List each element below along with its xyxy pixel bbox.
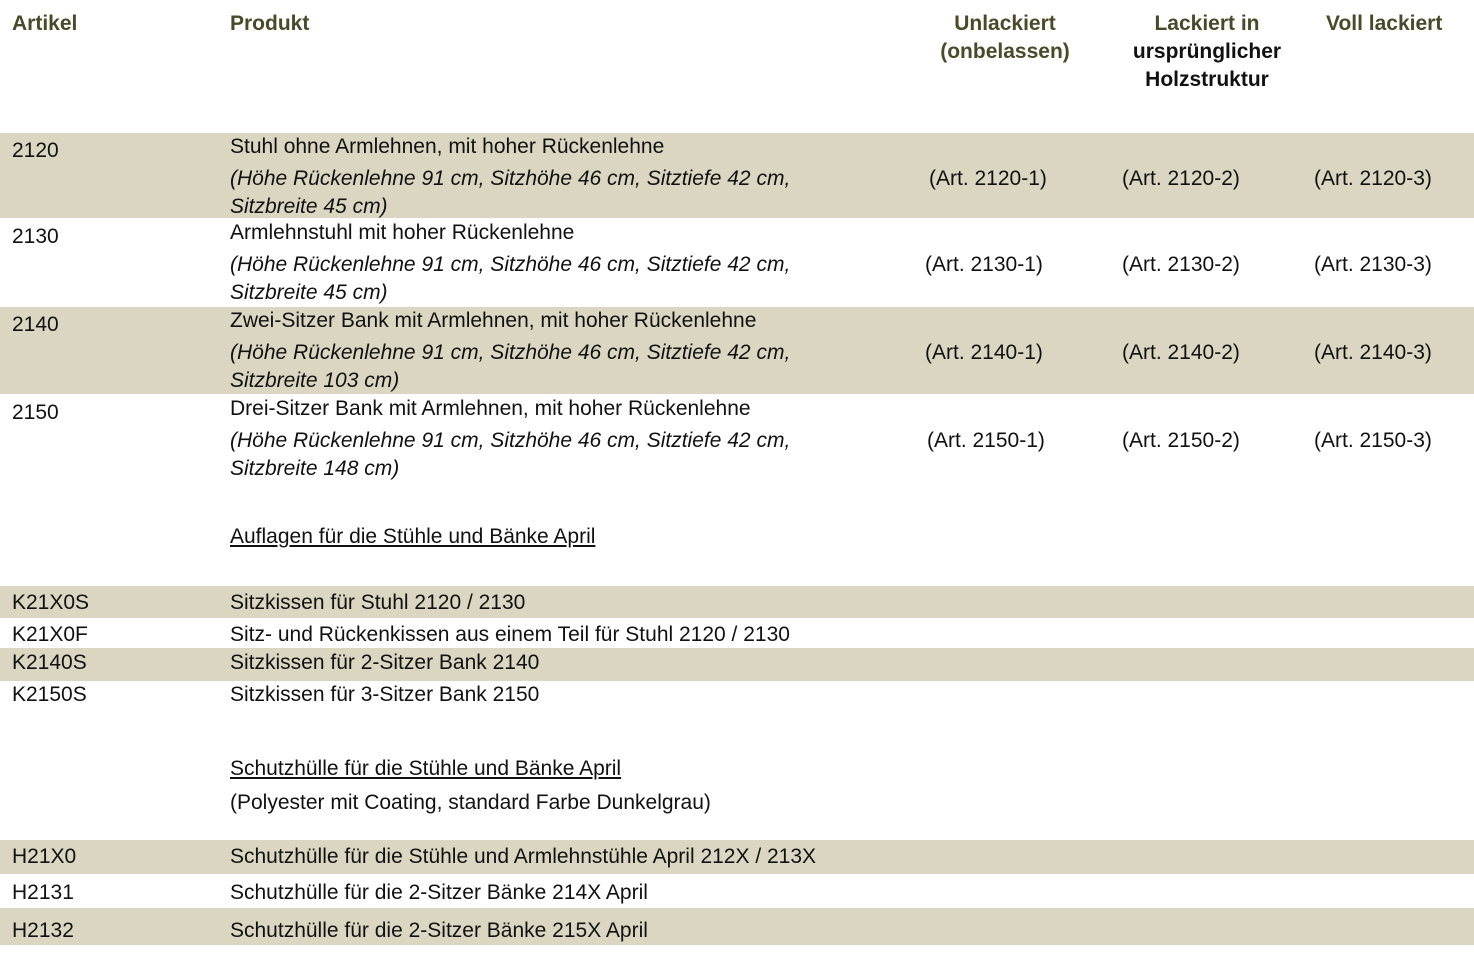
row-band (0, 908, 1474, 945)
row-band (0, 586, 1474, 618)
product-name: Stuhl ohne Armlehnen, mit hoher Rückenlehne (230, 135, 665, 158)
article-number: H21X0 (12, 845, 77, 868)
variant-unlackiert: (Art. 2120-1) (929, 167, 1047, 190)
variant-voll: (Art. 2120-3) (1314, 167, 1432, 190)
variant-lackiert: (Art. 2120-2) (1122, 167, 1240, 190)
product-dimensions-cont: Sitzbreite 103 cm) (230, 369, 400, 392)
row-band (0, 648, 1474, 681)
product-name: Drei-Sitzer Bank mit Armlehnen, mit hoher Rückenlehne (230, 397, 751, 420)
variant-voll: (Art. 2140-3) (1314, 341, 1432, 364)
article-number: 2150 (12, 401, 59, 424)
section-heading-cushions: Auflagen für die Stühle und Bänke April (230, 525, 596, 548)
article-number: 2130 (12, 225, 59, 248)
variant-lackiert: (Art. 2140-2) (1122, 341, 1240, 364)
col-header-lackiert (1107, 10, 1307, 94)
product-name: Sitz- und Rückenkissen aus einem Teil für Stuhl 2120 / 2130 (230, 623, 790, 646)
product-dimensions-cont: Sitzbreite 45 cm) (230, 281, 388, 304)
article-number: H2131 (12, 881, 74, 904)
product-name: Sitzkissen für 2-Sitzer Bank 2140 (230, 651, 540, 674)
variant-lackiert: (Art. 2150-2) (1122, 429, 1240, 452)
article-number: 2140 (12, 313, 59, 336)
product-name: Schutzhülle für die Stühle und Armlehnstühle April 212X / 213X (230, 845, 817, 868)
col-header-unlackiert-line2: (onbelassen) (940, 40, 1070, 63)
col-header-produkt: Produkt (230, 12, 310, 35)
variant-unlackiert: (Art. 2140-1) (925, 341, 1043, 364)
article-number: H2132 (12, 919, 74, 942)
variant-unlackiert: (Art. 2130-1) (925, 253, 1043, 276)
product-dimensions-cont: Sitzbreite 45 cm) (230, 195, 388, 218)
col-header-lackiert-line1: Lackiert in (1154, 12, 1260, 35)
variant-unlackiert: (Art. 2150-1) (927, 429, 1045, 452)
article-number: K21X0F (12, 623, 88, 646)
article-number: K2150S (12, 683, 87, 706)
variant-lackiert: (Art. 2130-2) (1122, 253, 1240, 276)
product-name: Sitzkissen für 3-Sitzer Bank 2150 (230, 683, 540, 706)
product-name: Schutzhülle für die 2-Sitzer Bänke 215X April (230, 919, 648, 942)
product-dimensions: (Höhe Rückenlehne 91 cm, Sitzhöhe 46 cm, Sitztiefe 42 cm, (230, 429, 791, 452)
variant-voll: (Art. 2150-3) (1314, 429, 1432, 452)
product-name: Armlehnstuhl mit hoher Rückenlehne (230, 221, 575, 244)
product-name: Schutzhülle für die 2-Sitzer Bänke 214X April (230, 881, 648, 904)
product-dimensions-cont: Sitzbreite 148 cm) (230, 457, 400, 480)
product-name: Sitzkissen für Stuhl 2120 / 2130 (230, 591, 526, 614)
col-header-lackiert-line2: ursprünglicher (1132, 40, 1282, 63)
section-subheading-covers: (Polyester mit Coating, standard Farbe Dunkelgrau) (230, 791, 711, 814)
product-dimensions: (Höhe Rückenlehne 91 cm, Sitzhöhe 46 cm, Sitztiefe 42 cm, (230, 341, 791, 364)
col-header-unlackiert (905, 10, 1105, 66)
article-number: 2120 (12, 139, 59, 162)
variant-voll: (Art. 2130-3) (1314, 253, 1432, 276)
product-name: Zwei-Sitzer Bank mit Armlehnen, mit hoher Rückenlehne (230, 309, 757, 332)
section-heading-covers: Schutzhülle für die Stühle und Bänke April (230, 757, 622, 780)
col-header-lackiert-line3: Holzstruktur (1145, 68, 1269, 91)
article-number: K2140S (12, 651, 87, 674)
col-header-voll: Voll lackiert (1326, 12, 1443, 35)
product-dimensions: (Höhe Rückenlehne 91 cm, Sitzhöhe 46 cm, Sitztiefe 42 cm, (230, 167, 791, 190)
product-dimensions: (Höhe Rückenlehne 91 cm, Sitzhöhe 46 cm, Sitztiefe 42 cm, (230, 253, 791, 276)
col-header-artikel: Artikel (12, 12, 78, 35)
article-number: K21X0S (12, 591, 90, 614)
col-header-unlackiert-line1: Unlackiert (954, 12, 1056, 35)
